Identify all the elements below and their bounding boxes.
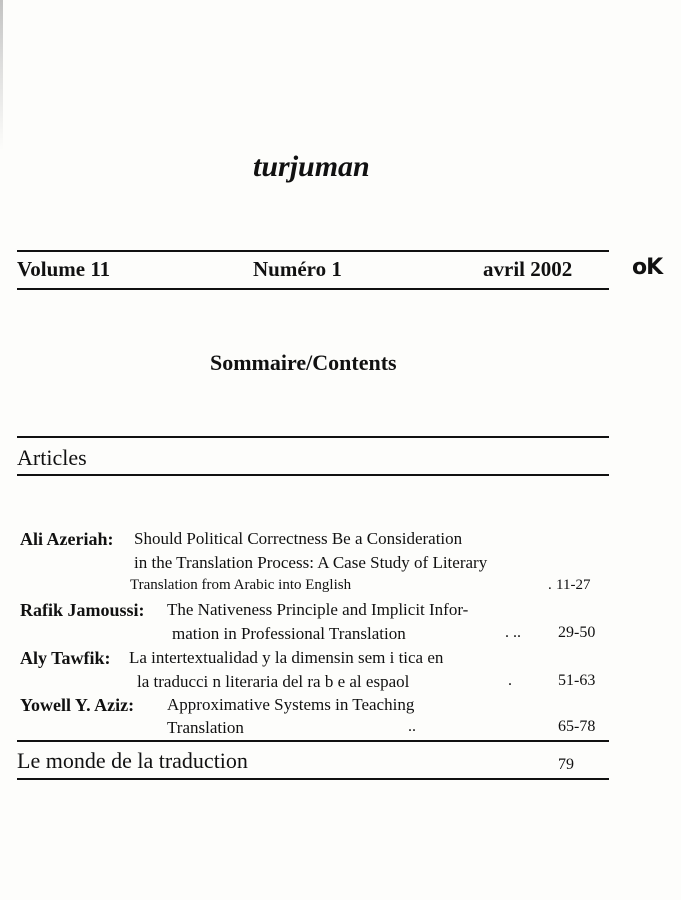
article-title-line: Translation from Arabic into English [130, 577, 352, 593]
article-author: Yowell Y. Aziz: [20, 695, 135, 715]
articles-heading: Articles [17, 445, 87, 470]
articles-top-rule [17, 436, 609, 438]
article-author: Ali Azeriah: [20, 529, 114, 549]
article-title-line: La intertextualidad y la dimensin sem i tica en [129, 648, 444, 667]
volume-label: Volume 11 [17, 257, 111, 281]
article-title-line: mation in Professional Translation [172, 624, 406, 643]
article-author: Aly Tawfik: [20, 648, 111, 668]
article-title-line: in the Translation Process: A Case Study of Literary [134, 553, 488, 572]
leader-dots: . .. [505, 624, 521, 641]
leader-dots: . [508, 672, 512, 689]
monde-heading: Le monde de la traduction [17, 748, 248, 773]
monde-bottom-rule [17, 778, 609, 780]
article-pages: 65-78 [558, 718, 596, 735]
monde-pages: 79 [558, 756, 574, 773]
article-author: Rafik Jamoussi: [20, 600, 145, 620]
articles-bottom-rule [17, 474, 609, 476]
issue-date: avril 2002 [483, 257, 573, 281]
article-title-line: Approximative Systems in Teaching [167, 695, 415, 714]
article-pages: 29-50 [558, 624, 596, 641]
handwritten-annotation: oK [632, 255, 663, 280]
scan-margin-mark [0, 0, 3, 150]
article-pages: 51-63 [558, 672, 596, 689]
monde-top-rule [17, 740, 609, 742]
article-pages: 11-27 [556, 577, 591, 593]
contents-heading: Sommaire/Contents [210, 350, 397, 375]
journal-title: turjuman [253, 150, 370, 183]
article-title-line: The Nativeness Principle and Implicit Infor- [167, 600, 469, 619]
article-title-line: Translation [167, 718, 244, 737]
issue-top-rule [17, 250, 609, 252]
article-title-line: Should Political Correctness Be a Consideration [134, 529, 463, 548]
issue-bottom-rule [17, 288, 609, 290]
leader-dots: .. [408, 718, 416, 735]
article-title-line: la traducci n literaria del ra b e al espaol [137, 672, 410, 691]
issue-number: Numéro 1 [253, 257, 342, 281]
leader-dots: . [548, 577, 552, 593]
